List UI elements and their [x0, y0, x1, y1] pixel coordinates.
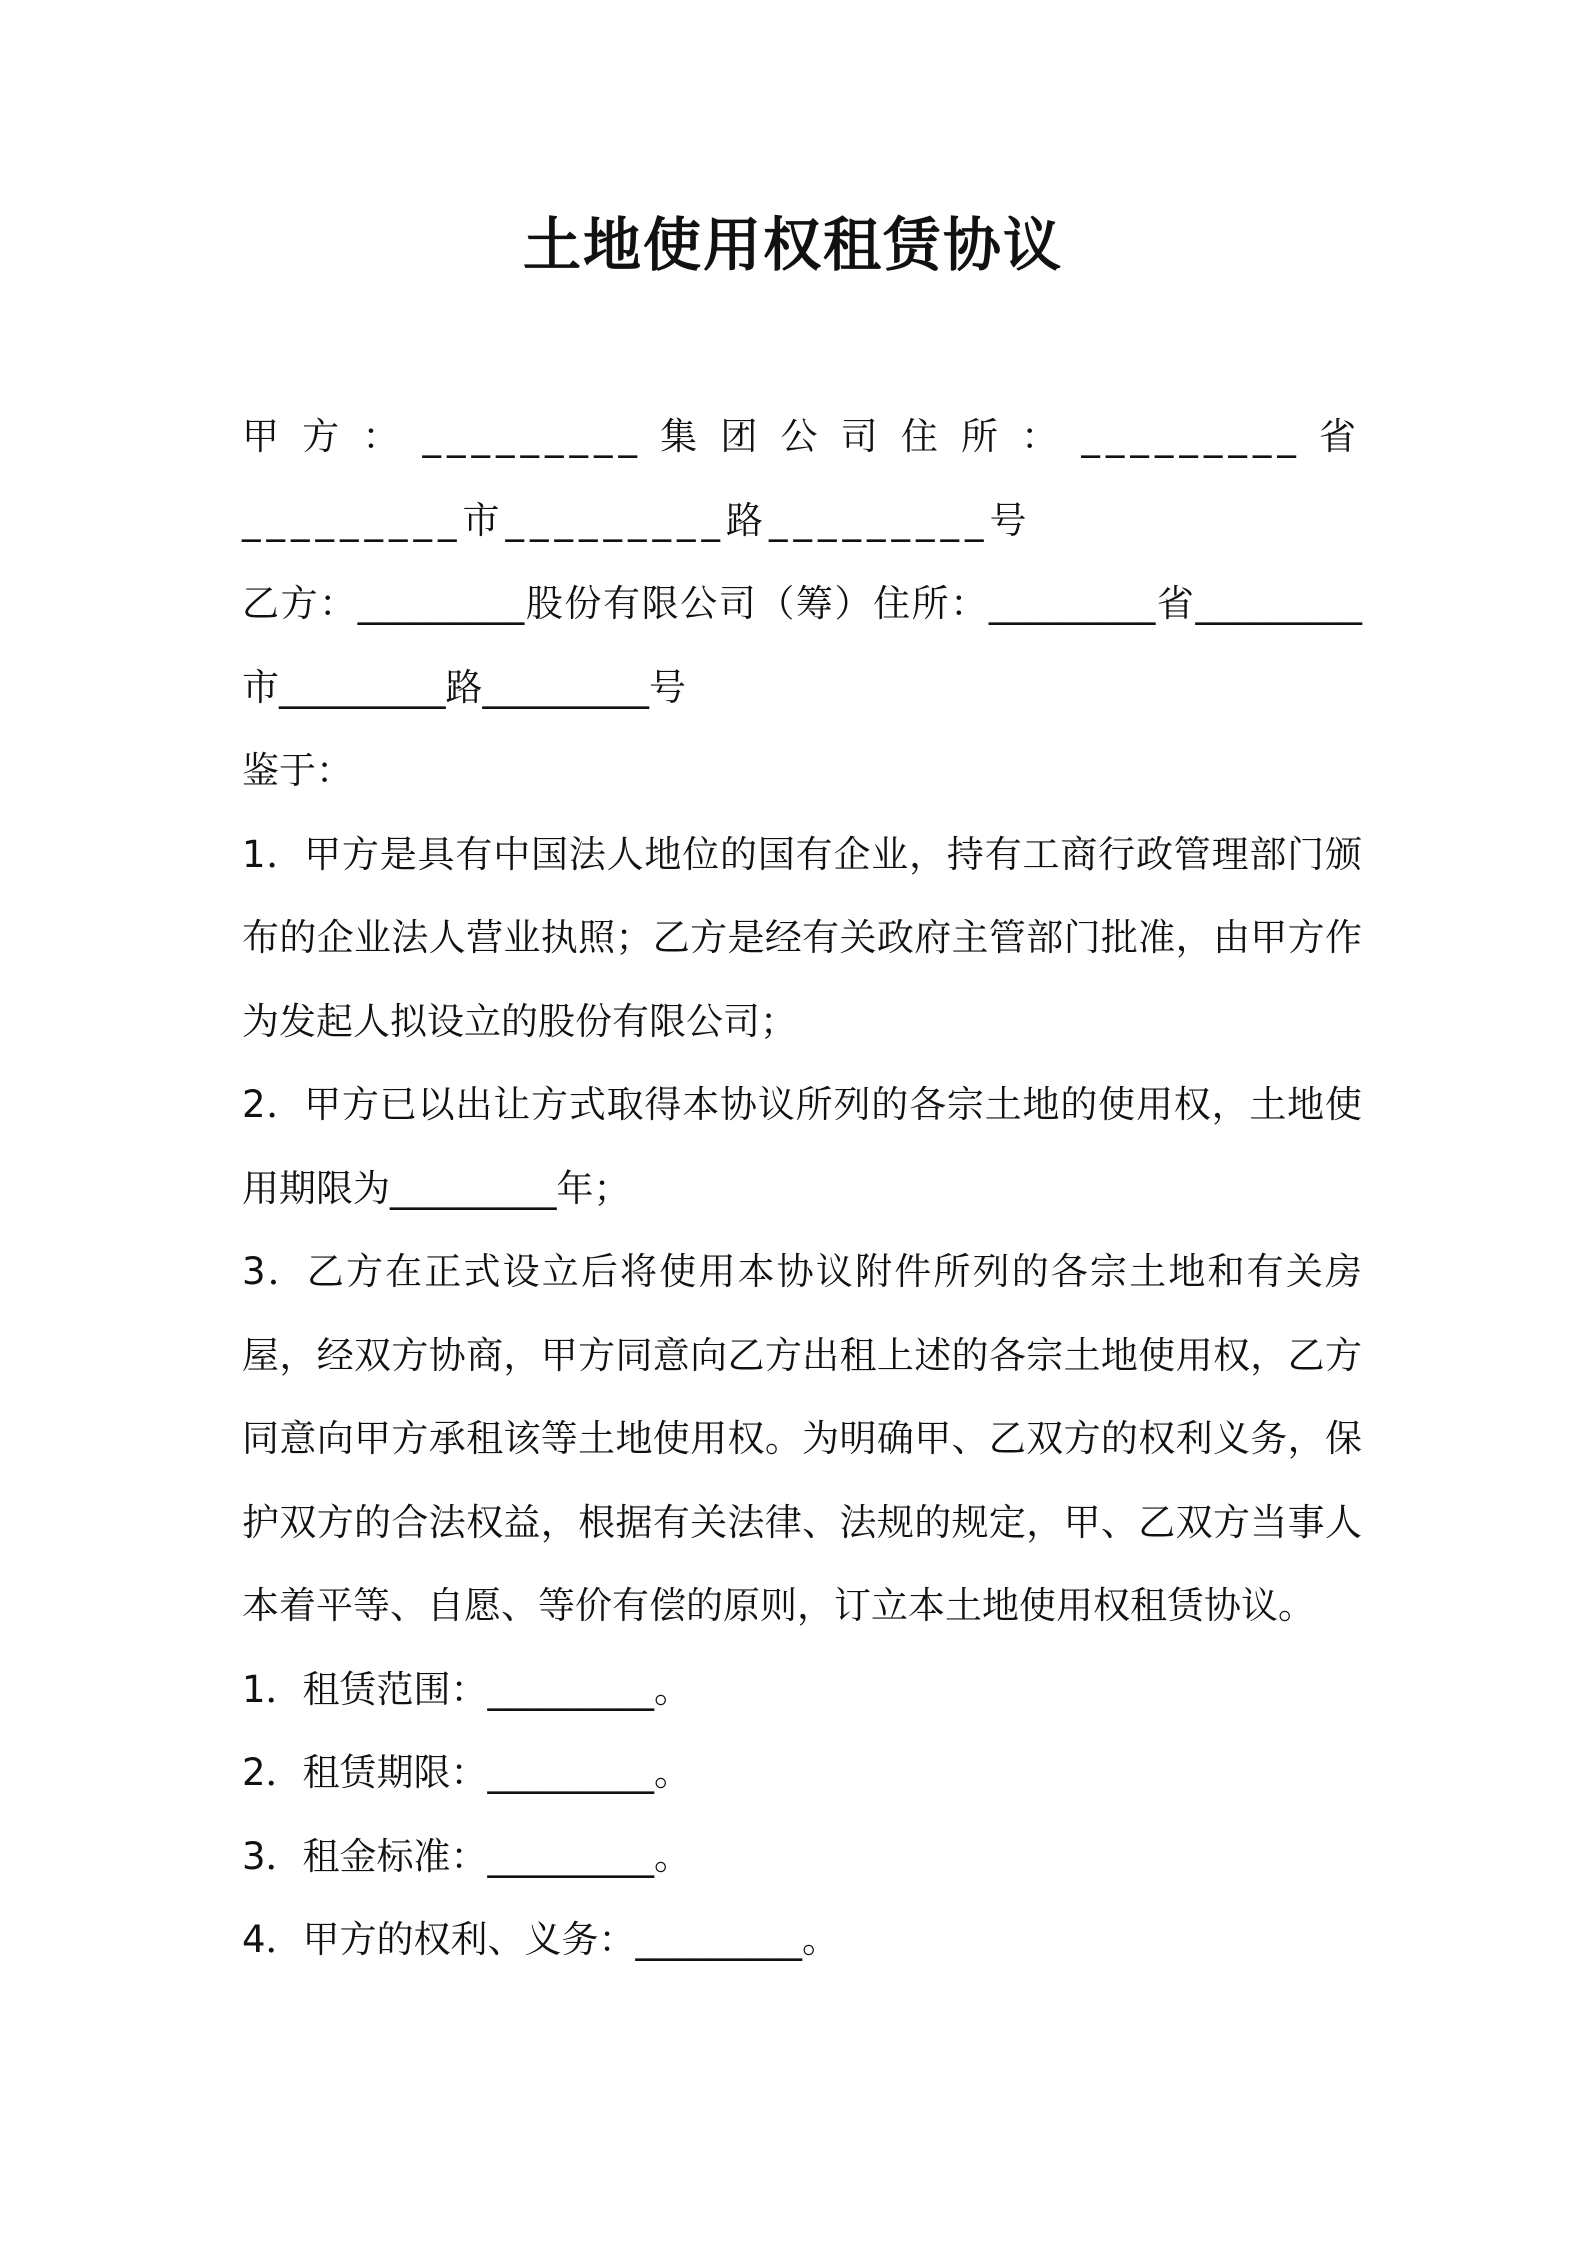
clause-3: 3．租金标准：_________。 [242, 1834, 692, 1878]
recital-3: 3．乙方在正式设立后将使用本协议附件所列的各宗土地和有关房屋，经双方协商，甲方同意向乙方出租上述的各宗土地使用权，乙方同意向甲方承租该等土地使用权。为明确甲、乙双方的权利义务，保护双方的合法权益，根据有关法律、法规的规定，甲、乙双方当事人本着平等、自愿、等价有偿的原则，订立本土地使用权租赁协议。 [242, 1250, 1362, 1627]
document-title: 土地使用权租赁协议 [522, 211, 1063, 279]
recital-1: 1．甲方是具有中国法人地位的国有企业，持有工商行政管理部门颁布的企业法人营业执照；乙方是经有关政府主管部门批准，由甲方作为发起人拟设立的股份有限公司； [242, 832, 1362, 1043]
recital-2: 2．甲方已以出让方式取得本协议所列的各宗土地的使用权，土地使用期限为_________年； [242, 1083, 1362, 1210]
party-b-paragraph: 乙方：_________股份有限公司（筹）住所：_________省_________市_________路_________号 [242, 582, 1362, 709]
party-a-paragraph: 甲方：_________集团公司住所：_________省_________市_________路_________号 [242, 415, 1362, 542]
document-body [242, 395, 1362, 1982]
clause-2: 2．租赁期限：_________。 [242, 1751, 692, 1794]
clause-4: 4．甲方的权利、义务：_________。 [242, 1918, 840, 1961]
clause-1: 1．租赁范围：_________。 [242, 1667, 692, 1711]
whereas-heading: 鉴于： [242, 749, 353, 792]
